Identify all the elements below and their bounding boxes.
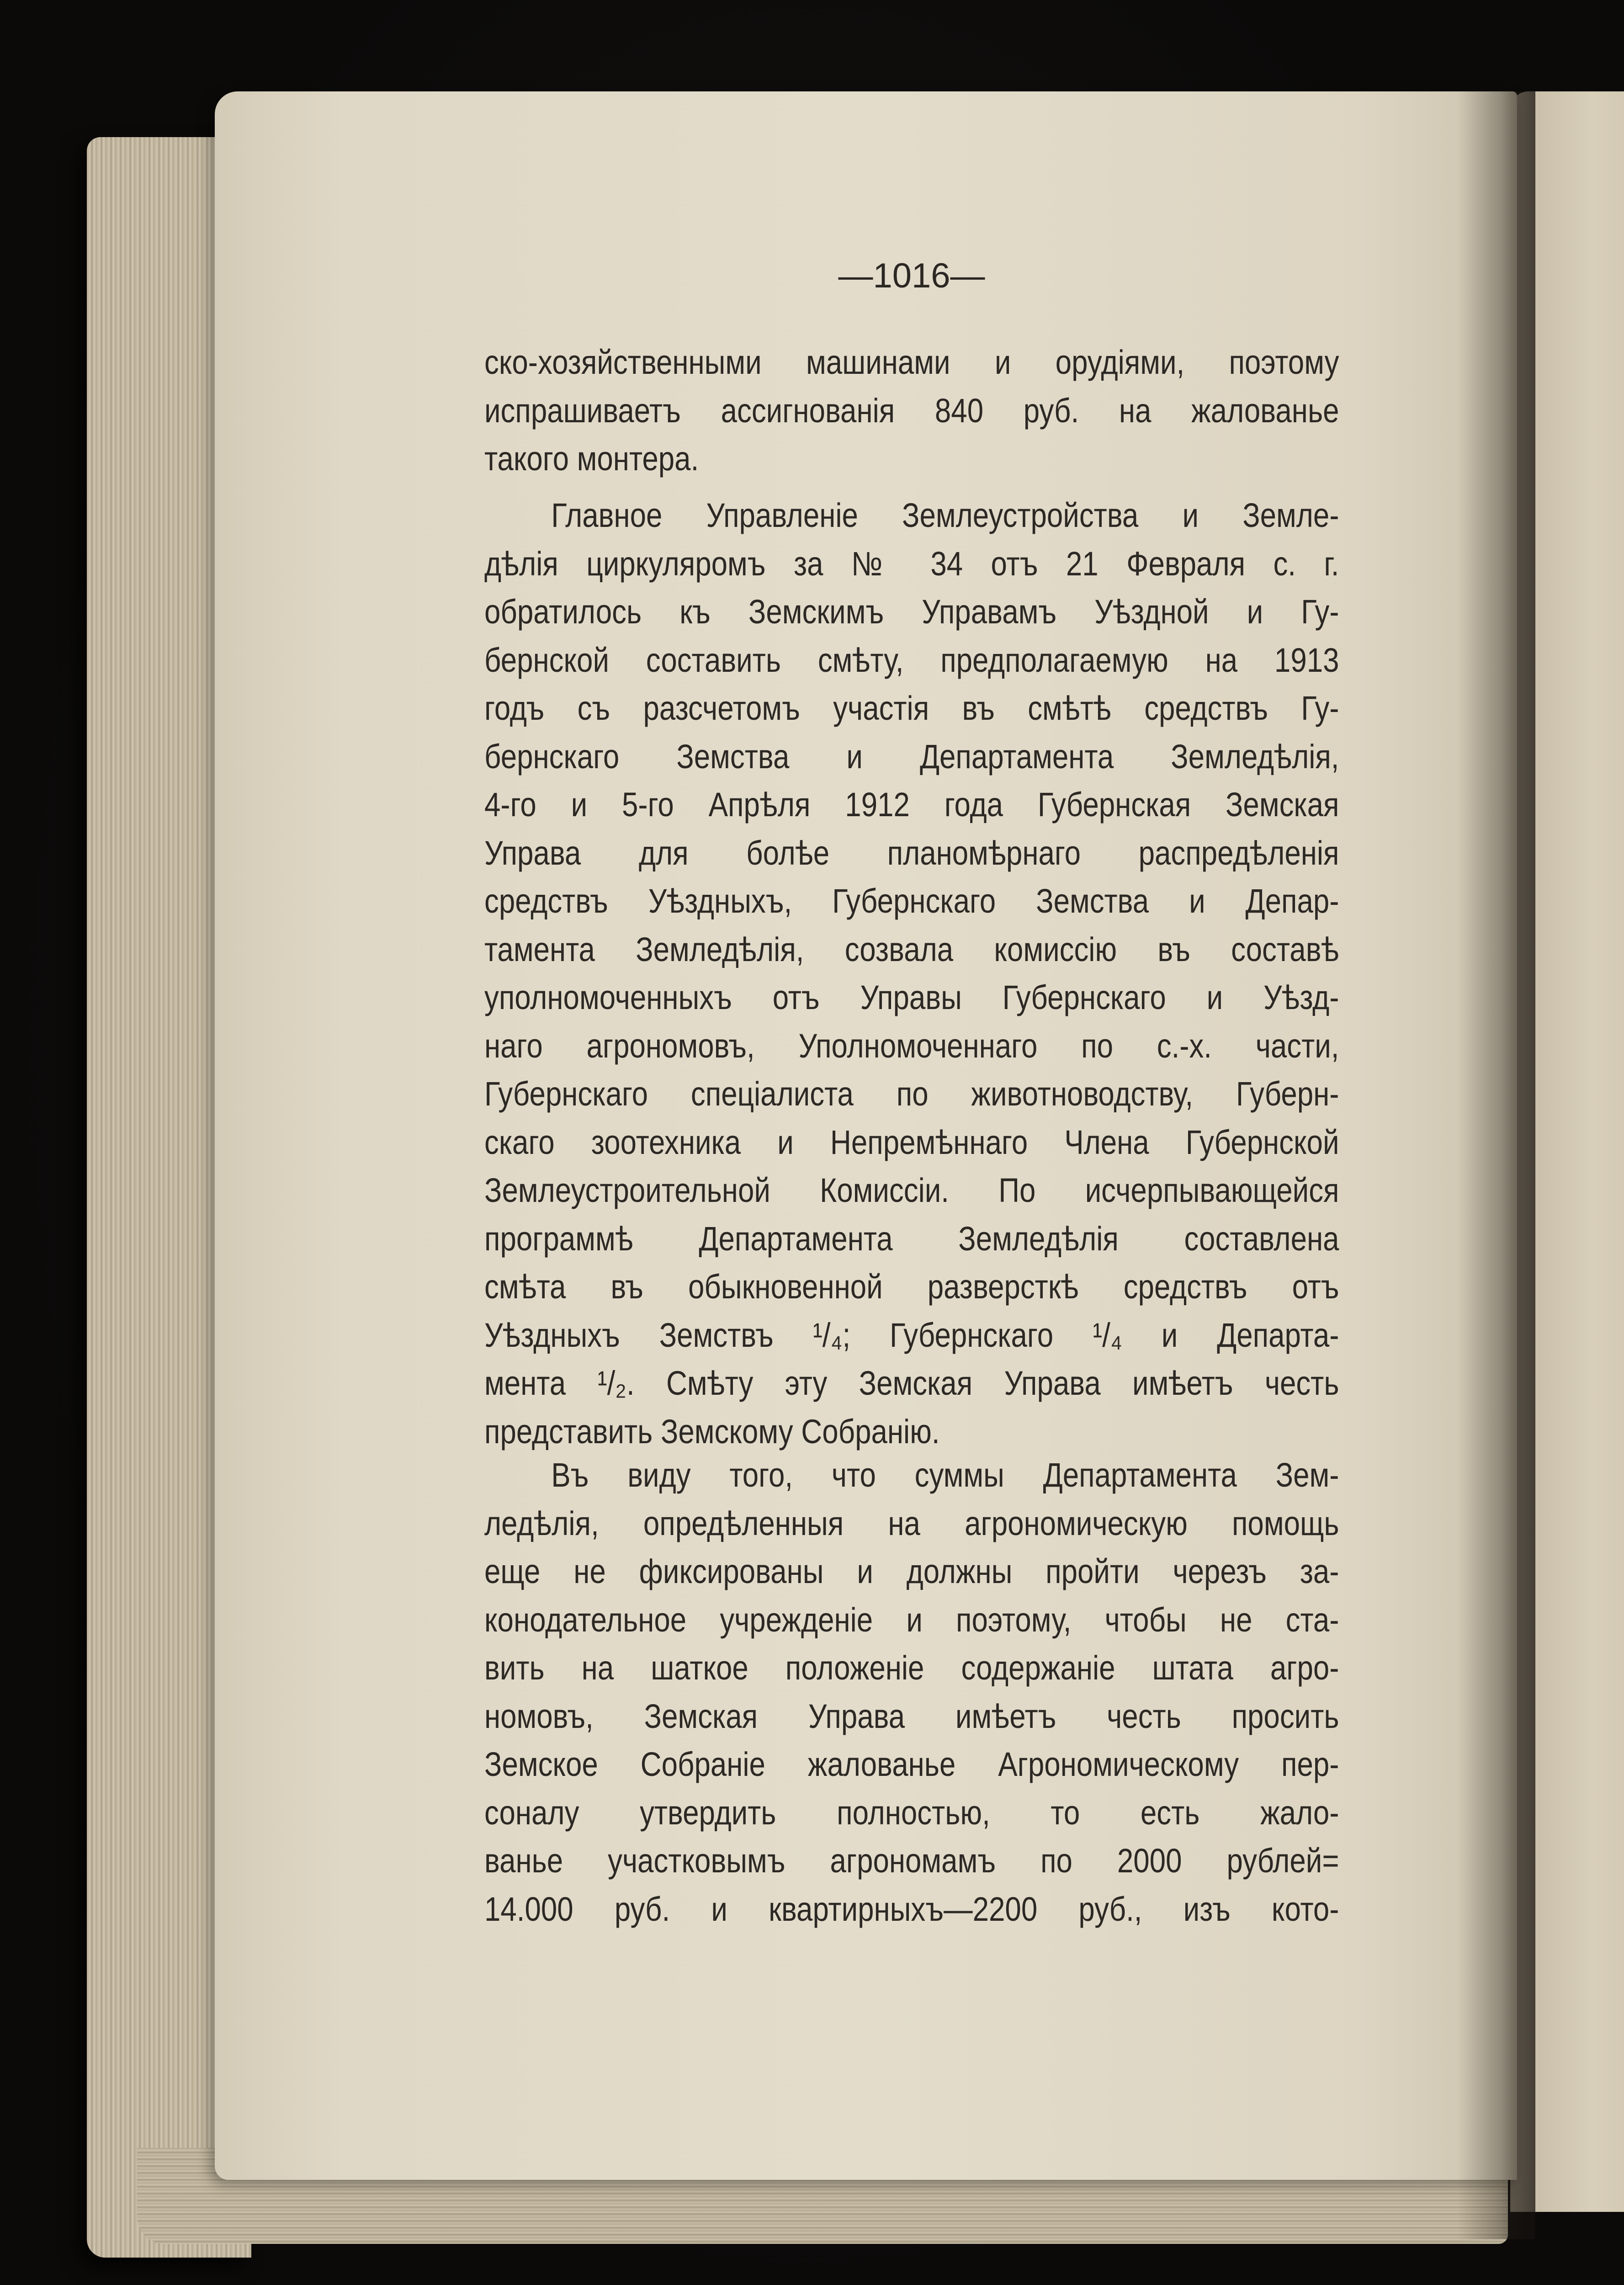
text-line: Землеустроительной Комиссіи. По исчерпывающейся	[484, 1171, 1339, 1209]
text-line: соналу утвердить полностью, то есть жало-	[484, 1793, 1339, 1832]
text-line: Главное Управленіе Землеустройства и Земле-	[551, 496, 1339, 534]
text-line: ванье участковымъ агрономамъ по 2000 рублей=	[484, 1842, 1339, 1880]
text-line: ско-хозяйственными машинами и орудіями, поэтому	[484, 343, 1339, 381]
text-line: наго агрономовъ, Уполномоченнаго по с.-х. части,	[484, 1026, 1339, 1065]
text-line: Земское Собраніе жалованье Агрономическому пер-	[484, 1745, 1339, 1783]
text-line: дѣлія циркуляромъ за № 34 отъ 21 Февраля с. г.	[484, 544, 1339, 583]
text-line: вить на шаткое положеніе содержаніе штата агро-	[484, 1649, 1339, 1687]
text-line: представить Земскому Собранію.	[484, 1412, 940, 1451]
text-line: средствъ Уѣздныхъ, Губернскаго Земства и Депар-	[484, 882, 1339, 920]
text-line: уполномоченныхъ отъ Управы Губернскаго и Уѣзд-	[484, 978, 1339, 1016]
gutter-shadow	[1458, 91, 1535, 2239]
text-line: смѣта въ обыкновенной разверсткѣ средствъ отъ	[484, 1268, 1339, 1306]
paragraph-2	[484, 491, 1339, 1456]
text-line: Управа для болѣе планомѣрнаго распредѣленія	[484, 834, 1339, 872]
text-line: Въ виду того, что суммы Департамента Зем-	[551, 1456, 1339, 1494]
text-line: программѣ Департамента Земледѣлія составлена	[484, 1219, 1339, 1258]
text-line: испрашиваетъ ассигнованія 840 руб. на жалованье	[484, 391, 1339, 430]
page-number: —1016—	[838, 256, 985, 295]
text-line: мента ¹/₂. Смѣту эту Земская Управа имѣетъ честь	[484, 1364, 1339, 1402]
text-line: тамента Земледѣлія, созвала комиссію въ составѣ	[484, 930, 1339, 968]
paragraph-1	[484, 338, 1339, 483]
text-line: бернскаго Земства и Департамента Земледѣлія,	[484, 737, 1339, 776]
text-line: 14.000 руб. и квартирныхъ—2200 руб., изъ кото-	[484, 1890, 1339, 1928]
text-line: Уѣздныхъ Земствъ ¹/₄; Губернскаго ¹/₄ и Департа-	[484, 1316, 1339, 1354]
text-line: ледѣлія, опредѣленныя на агрономическую помощь	[484, 1504, 1339, 1542]
text-line: такого монтера.	[484, 440, 699, 478]
text-line: обратилось къ Земскимъ Управамъ Уѣздной и Гу-	[484, 593, 1339, 631]
paragraph-3	[484, 1451, 1339, 1933]
text-line: годъ съ разсчетомъ участія въ смѣтѣ средствъ Гу-	[484, 689, 1339, 727]
text-line: конодательное учрежденіе и поэтому, чтобы не ста-	[484, 1600, 1339, 1639]
text-line: Губернскаго спеціалиста по животноводству, Губерн-	[484, 1075, 1339, 1113]
text-line: еще не фиксированы и должны пройти черезъ за-	[484, 1552, 1339, 1590]
text-line: бернской составить смѣту, предполагаемую на 1913	[484, 641, 1339, 679]
text-line: номовъ, Земская Управа имѣетъ честь просить	[484, 1697, 1339, 1735]
text-line: скаго зоотехника и Непремѣннаго Члена Губернской	[484, 1123, 1339, 1161]
text-line: 4-го и 5-го Апрѣля 1912 года Губернская Земская	[484, 786, 1339, 824]
